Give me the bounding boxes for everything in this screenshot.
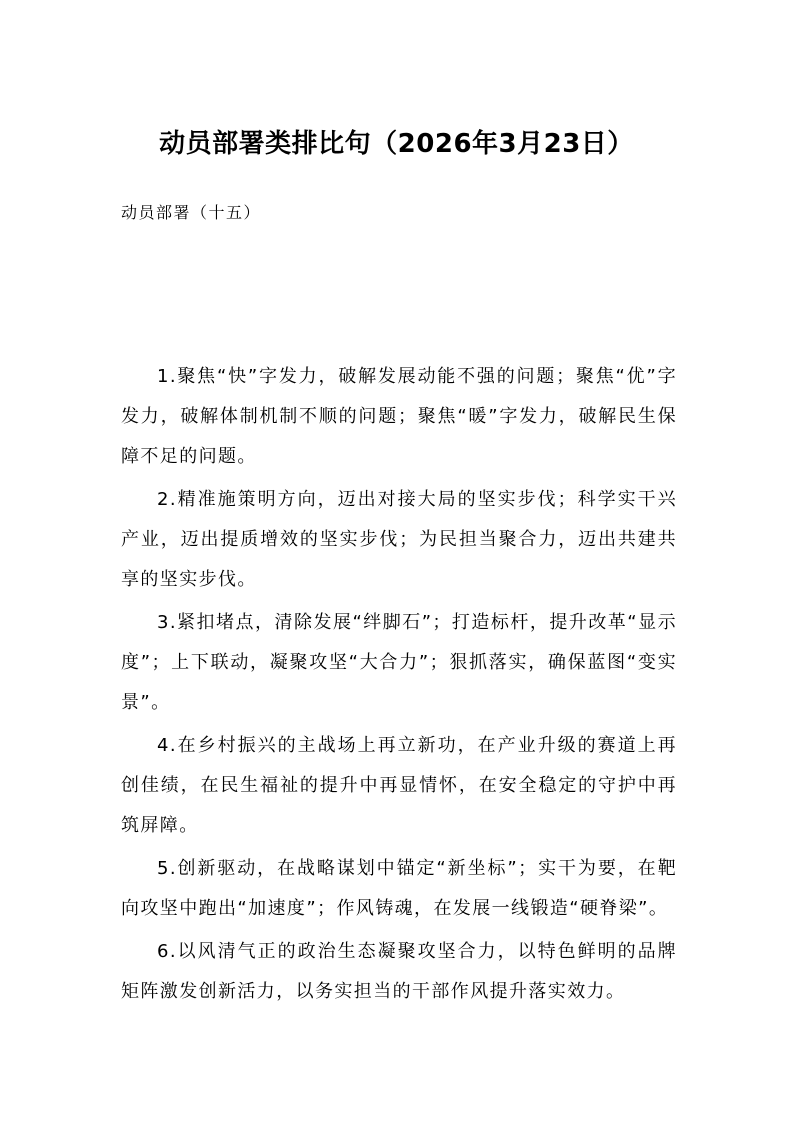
paragraph-2: 2.精准施策明方向，迈出对接大局的坚实步伐；科学实干兴产业，迈出提质增效的坚实步伐；为民担当聚合力，迈出共建共享的坚实步伐。: [121, 489, 677, 590]
paragraph-5: 5.创新驱动，在战略谋划中锚定“新坐标”；实干为要，在靶向攻坚中跑出“加速度”；作风铸魂，在发展一线锻造“硬脊梁”。: [121, 858, 677, 919]
paragraph-6: 6.以风清气正的政治生态凝聚攻坚合力，以特色鲜明的品牌矩阵激发创新活力，以务实担当的干部作风提升落实效力。: [121, 941, 677, 1002]
document-subtitle: 动员部署（十五）: [121, 203, 262, 222]
document-title: 动员部署类排比句（2026年3月23日）: [159, 129, 634, 159]
paragraph-4: 4.在乡村振兴的主战场上再立新功，在产业升级的赛道上再创佳绩，在民生福祉的提升中再显情怀，在安全稳定的守护中再筑屏障。: [121, 735, 677, 836]
document-body: [121, 357, 677, 1015]
paragraph-3: 3.紧扣堵点，清除发展“绊脚石”；打造标杆，提升改革“显示度”；上下联动，凝聚攻坚“大合力”；狠抓落实，确保蓝图“变实景”。: [121, 612, 677, 713]
paragraph-1: 1.聚焦“快”字发力，破解发展动能不强的问题；聚焦“优”字发力，破解体制机制不顺的问题；聚焦“暖”字发力，破解民生保障不足的问题。: [121, 366, 677, 467]
